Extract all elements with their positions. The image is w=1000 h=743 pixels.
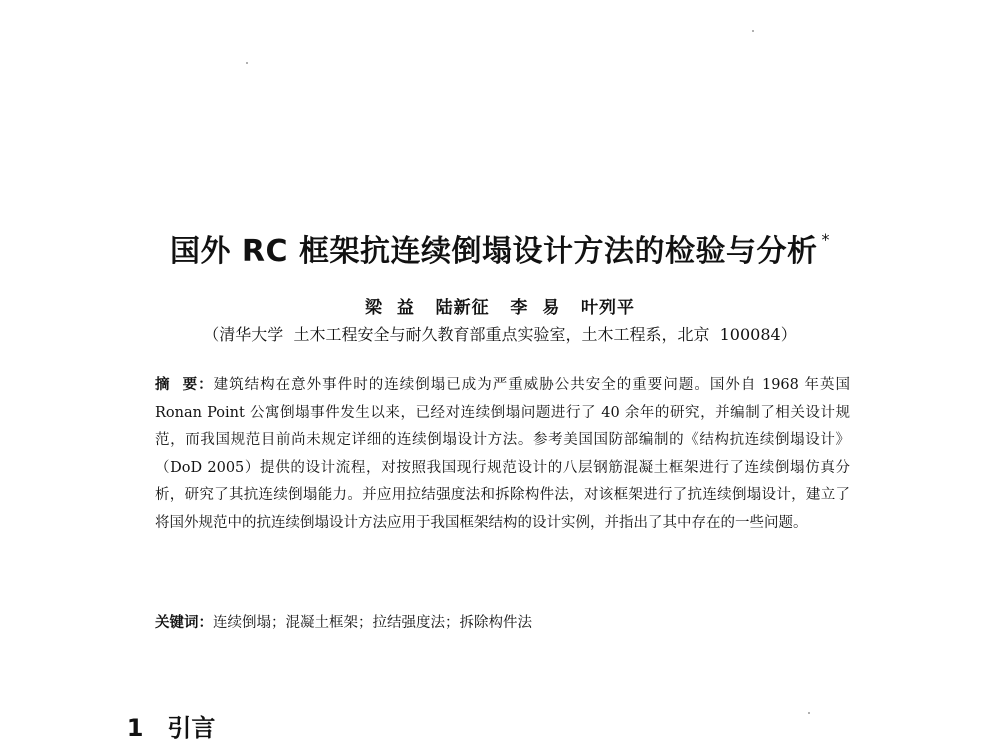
affiliation: （清华大学 土木工程安全与耐久教育部重点实验室，土木工程系，北京 100084） bbox=[203, 325, 797, 344]
scan-speck bbox=[246, 62, 248, 64]
abstract-text: 建筑结构在意外事件时的连续倒塌已成为严重威胁公共安全的重要问题。国外自 1968 年英国 Ronan Point 公寓倒塌事件发生以来，已经对连续倒塌问题进行了 40 余年的研究，并编制了相关设计规范，而我国规范目前尚未规定详细的连续倒塌设计方法。参考美国国防部编制的《结构抗连续倒塌设计》（DoD 2005）提供的设计流程，对按照我国现行规范设计的八层钢筋混凝土框架进行了连续倒塌仿真分析，研究了其抗连续倒塌能力。并应用拉结强度法和拆除构件法，对该框架进行了抗连续倒塌设计，建立了将国外规范中的抗连续倒塌设计方法应用于我国框架结构的设计实例，并指出了其中存在的一些问题。 bbox=[155, 377, 850, 531]
section-title: 引言 bbox=[167, 714, 216, 742]
keywords-text: 连续倒塌；混凝土框架；拉结强度法；拆除构件法 bbox=[213, 615, 532, 631]
scan-speck bbox=[808, 712, 810, 714]
authors: 梁 益 陆新征 李 易 叶列平 bbox=[365, 298, 635, 318]
section-heading bbox=[110, 680, 215, 743]
keywords bbox=[155, 610, 850, 637]
abstract-label: 摘 要： bbox=[155, 377, 214, 393]
scan-speck bbox=[752, 30, 754, 32]
title-footnote-mark: * bbox=[821, 230, 830, 249]
keywords-label: 关键词： bbox=[155, 615, 213, 631]
paper-title bbox=[0, 226, 1000, 270]
paper-title-text: 国外 RC 框架抗连续倒塌设计方法的检验与分析 bbox=[169, 234, 818, 269]
section-number: 1 bbox=[126, 714, 144, 742]
abstract bbox=[155, 372, 850, 537]
